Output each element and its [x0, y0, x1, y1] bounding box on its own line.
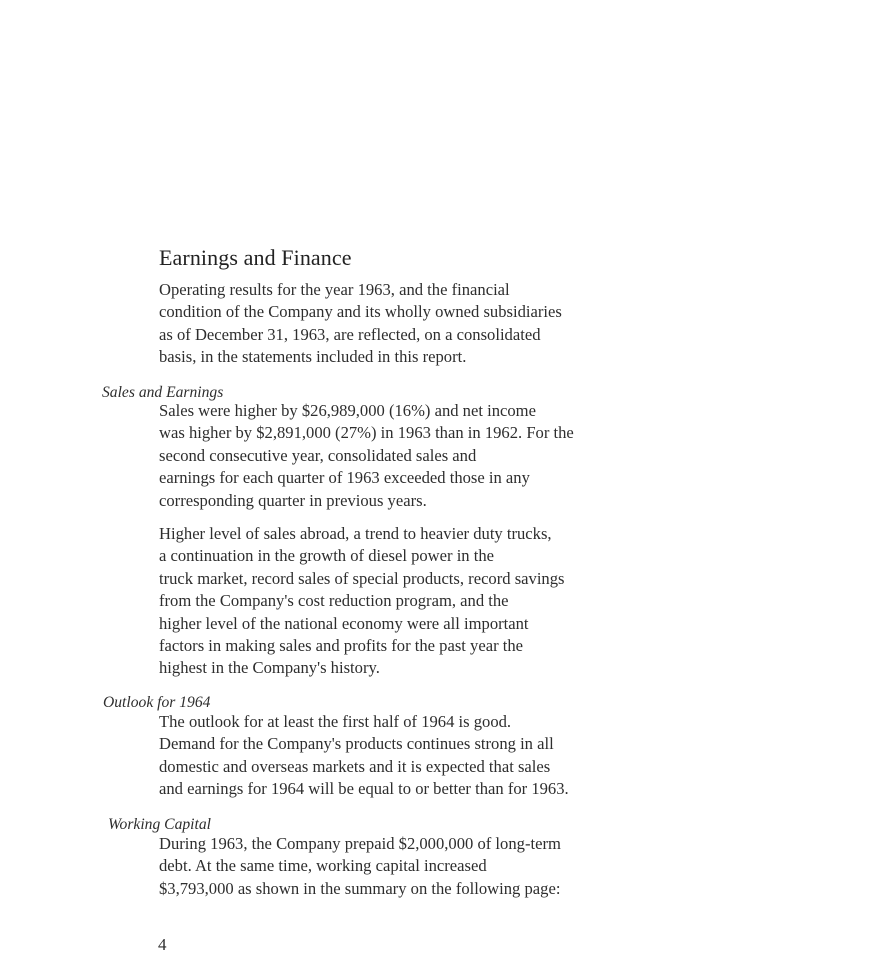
intro-line-4: basis, in the statements included in this report. — [159, 347, 467, 367]
sales-p1-line-5: corresponding quarter in previous years. — [159, 490, 427, 510]
intro-paragraph — [159, 279, 562, 369]
sales-p2-line-7: highest in the Company's history. — [159, 658, 380, 678]
sales-p2-line-2: a continuation in the growth of diesel power in the — [159, 546, 495, 566]
outlook-heading: Outlook for 1964 — [103, 694, 211, 711]
sales-p1-line-4: earnings for each quarter of 1963 exceeded those in any — [159, 468, 530, 488]
sales-p2-line-5: higher level of the national economy were all important — [159, 613, 529, 633]
outlook-paragraph — [159, 711, 569, 801]
intro-line-1: Operating results for the year 1963, and the financial — [159, 280, 510, 299]
sales-p2-line-1: Higher level of sales abroad, a trend to heavier duty trucks, — [159, 524, 552, 543]
sales-p2-line-6: factors in making sales and profits for the past year the — [159, 636, 524, 656]
outlook-line-4: and earnings for 1964 will be equal to or better than for 1963. — [159, 779, 569, 799]
sales-p2-line-3: truck market, record sales of special products, record savings — [159, 568, 565, 588]
working-capital-line-1: During 1963, the Company prepaid $2,000,000 of long-term — [159, 834, 561, 853]
sales-p1-line-3: second consecutive year, consolidated sales and — [159, 445, 477, 465]
working-capital-paragraph — [159, 833, 561, 900]
working-capital-line-2: debt. At the same time, working capital increased — [159, 856, 487, 876]
intro-line-2: condition of the Company and its wholly owned subsidiaries — [159, 302, 562, 322]
outlook-line-3: domestic and overseas markets and it is expected that sales — [159, 756, 551, 776]
sales-p1-line-2: was higher by $2,891,000 (27%) in 1963 than in 1962. For the — [159, 423, 574, 443]
working-capital-heading: Working Capital — [108, 816, 211, 833]
outlook-line-2: Demand for the Company's products continues strong in all — [159, 734, 554, 754]
intro-line-3: as of December 31, 1963, are reflected, on a consolidated — [159, 324, 541, 344]
outlook-line-1: The outlook for at least the first half of 1964 is good. — [159, 712, 512, 731]
page-number: 4 — [158, 935, 167, 954]
working-capital-line-3: $3,793,000 as shown in the summary on the following page: — [159, 878, 561, 898]
sales-p1-line-1: Sales were higher by $26,989,000 (16%) and net income — [159, 401, 536, 420]
sales-earnings-paragraph-1 — [159, 400, 574, 512]
sales-p2-line-4: from the Company's cost reduction program, and the — [159, 591, 509, 611]
sales-earnings-heading: Sales and Earnings — [102, 384, 224, 401]
sales-earnings-paragraph-2 — [159, 523, 564, 680]
page-title: Earnings and Finance — [159, 245, 352, 270]
